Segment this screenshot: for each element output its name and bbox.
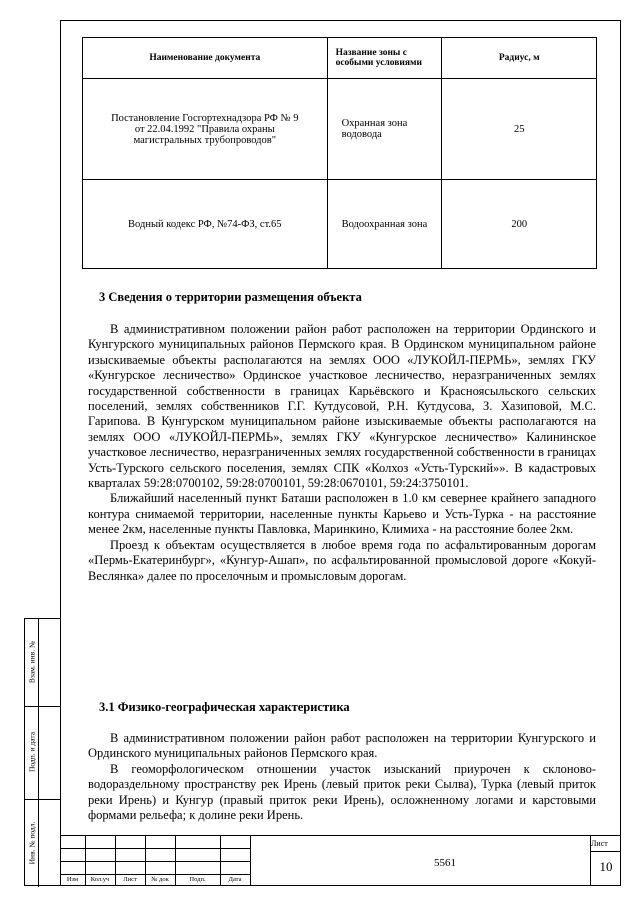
table-cell: 200: [442, 180, 597, 269]
table-row: [83, 79, 597, 180]
side-label-podp: Подп. и дата: [27, 731, 37, 773]
title-block: [60, 835, 621, 886]
table-cell: Постановление Госгортехнадзора РФ № 9 от 22.04.1992 "Правила охраны магистральных трубопроводов": [83, 79, 328, 180]
stamp-col-izm: Изм: [66, 876, 79, 883]
sheet-label: Лист: [591, 839, 608, 848]
section-31-body: [88, 731, 596, 823]
side-label-inv: Инв. № подл.: [27, 821, 37, 865]
section-3-body: [88, 322, 596, 584]
table-header-row: [83, 38, 597, 79]
stamp-col-ndok: № док: [151, 876, 169, 883]
table-cell: Охранная зона водовода: [327, 79, 442, 180]
side-strip: [24, 618, 60, 886]
table-cell: 25: [442, 79, 597, 180]
table-cell: Водоохранная зона: [327, 180, 442, 269]
paragraph: В административном положении район работ расположен на территории Ординского и Кунгурского муниципальных районов Пермского края. В Ординском муниципальном районе изыскиваемые объекты располагаются на землях ООО «ЛУКОЙЛ-ПЕРМЬ», землях ГКУ «Кунгурское лесничество» Ординское участковое лесничество, неразграниченных землях государственной собственности в границах Карьёвского и Красноясыльского сельских поселений, землях собственников Г.Г. Кутдусовой, Р.Н. Кутдусова, З. Хазиповой, М.С. Гарипова. В Кунгурском муниципальном районе изыскиваемые объекты располагаются на землях ООО «ЛУКОЙЛ-ПЕРМЬ», землях ГКУ «Кунгурское лесничество» Калининское участковое лесничество, неразграниченных землях государственной собственности в границах Усть-Турского сельского поселения, землях СПК «Колхоз «Усть-Турский»». В кадастровых кварталах 59:28:0700102, 59:28:0700101, 59:28:0670101, 59:24:3750101.: [88, 322, 596, 491]
paragraph: Ближайший населенный пункт Баташи расположен в 1.0 км севернее крайнего западного контура снимаемой территории, населенные пункты Карьево и Усть-Турка - на расстояние менее 2км, населенные пункты Павловка, Маринкино, Климиха - на расстояние более 2км.: [88, 491, 596, 537]
table-header-cell: Название зоны с особыми условиями: [327, 38, 442, 79]
stamp-col-data: Дата: [228, 876, 242, 883]
paragraph: Проезд к объектам осуществляется в любое время года по асфальтированным дорогам «Пермь-Екатеринбург», «Кунгур-Ашап», по асфальтированной промысловой дороге «Кокуй-Веслянка» далее по проселочным и промысловым дорогам.: [88, 537, 596, 583]
paragraph: В административном положении район работ расположен на территории Кунгурского и Ординского муниципальных районов Пермского края.: [88, 731, 596, 761]
table-header-cell: Наименование документа: [83, 38, 328, 79]
table-header-cell: Радиус, м: [442, 38, 597, 79]
section-3-title: 3 Сведения о территории размещения объекта: [99, 290, 362, 304]
section-31-title: 3.1 Физико-географическая характеристика: [99, 700, 350, 714]
stamp-col-kolich: Кол.уч: [90, 876, 110, 883]
side-label-vzam: Взам. инв. №: [27, 640, 37, 684]
document-number: 5561: [434, 857, 456, 869]
sheet-number: 10: [599, 859, 613, 874]
stamp-col-list: Лист: [123, 876, 137, 883]
table-row: [83, 180, 597, 269]
table-cell: Водный кодекс РФ, №74-ФЗ, ст.65: [83, 180, 328, 269]
stamp-col-podp: Подп.: [189, 876, 206, 883]
paragraph: В геоморфологическом отношении участок изысканий приурочен к склоново-водораздельному пространству рек Ирень (левый приток реки Сылва), Турка (левый приток реки Ирень) и Кунгур (правый приток реки Ирень), осложненному логами и карстовыми формами рельефа; к долине реки Ирень.: [88, 761, 596, 823]
zones-table: [82, 37, 597, 269]
